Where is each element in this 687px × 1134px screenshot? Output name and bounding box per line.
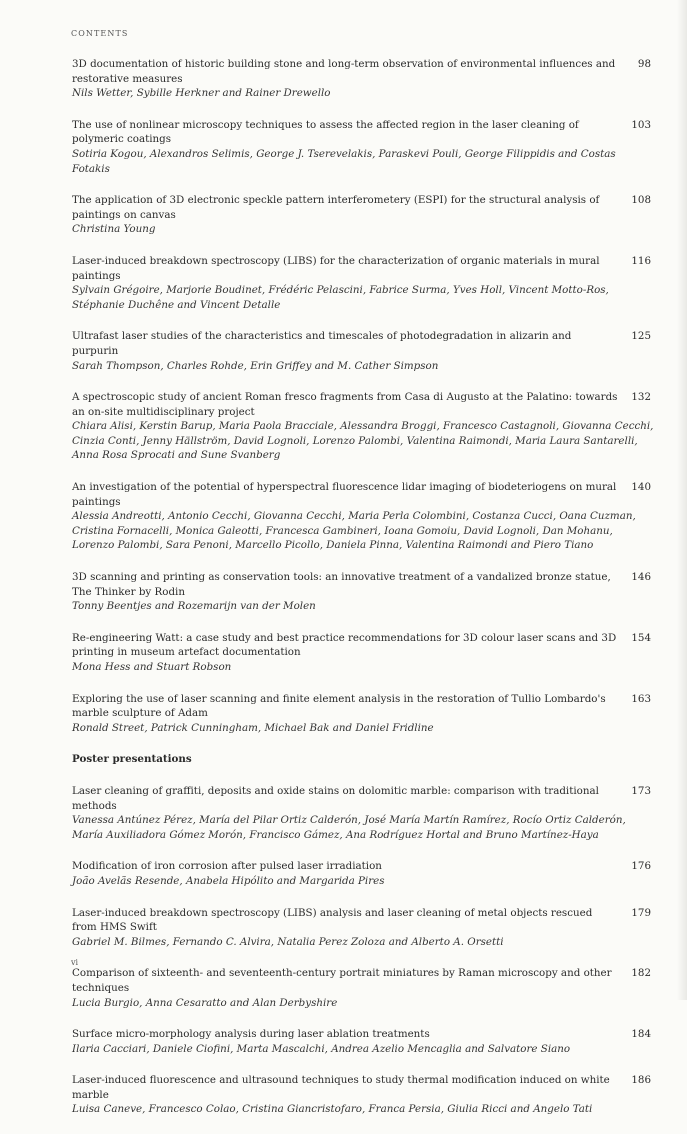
toc-entry-title: Laser-induced breakdown spectroscopy (LIBS) analysis and laser cleaning of metal objects rescued from HMS Swift xyxy=(72,906,593,934)
toc-entry-title: The use of nonlinear microscopy techniques to assess the affected region in the laser cleaning of polymeric coatings xyxy=(72,118,579,146)
toc-page-number: 125 xyxy=(631,330,651,343)
toc-entry[interactable] xyxy=(72,480,654,553)
toc-page-number: 176 xyxy=(631,860,651,873)
toc-entry-authors: Alessia Andreotti, Antonio Cecchi, Giovanna Cecchi, Maria Perla Colombini, Costanza Cucci, Oana Cuzman, Cristina Fornacelli, Monica Galeotti, Francesca Gambineri, Ioana Gomoiu, David Lognoli, Dan Mohanu, Lorenzo Palombi, Sara Penoni, Marcello Picollo, Daniela Pinna, Valentina Raimondi and Piero Tiano xyxy=(72,510,636,552)
toc-entry-authors: Lucia Burgio, Anna Cesaratto and Alan Derbyshire xyxy=(72,996,338,1009)
toc-entry[interactable] xyxy=(72,1073,654,1117)
toc-page-number: 146 xyxy=(631,571,651,584)
toc-entry-authors: Gabriel M. Bilmes, Fernando C. Alvira, Natalia Perez Zoloza and Alberto A. Orsetti xyxy=(72,935,504,948)
toc-entry-title: 3D documentation of historic building stone and long-term observation of environmental influences and restorative measures xyxy=(72,58,616,85)
toc-entry[interactable] xyxy=(72,57,654,101)
toc-entry-title: An investigation of the potential of hyperspectral fluorescence lidar imaging of biodeteriogens on mural paintings xyxy=(72,481,617,508)
section-heading-posters: Poster presentations xyxy=(72,753,192,766)
toc-entry-authors: Vanessa Antúnez Pérez, María del Pilar Ortiz Calderón, José María Martín Ramírez, Rocío Ortiz Calderón, María Auxiliadora Gómez Morón, Francisco Gámez, Ana Rodríguez Hortal and Bruno Martínez-Haya xyxy=(72,814,626,841)
toc-page-number: 184 xyxy=(631,1028,651,1041)
poster-entries xyxy=(72,784,654,1117)
toc-page-number: 173 xyxy=(631,784,651,797)
toc-entry-authors: Ronald Street, Patrick Cunningham, Michael Bak and Daniel Fridline xyxy=(72,721,434,734)
toc-entry[interactable] xyxy=(72,859,654,888)
toc-entry-title: Comparison of sixteenth- and seventeenth-century portrait miniatures by Raman microscopy and other techniques xyxy=(72,967,612,994)
toc-entry[interactable] xyxy=(72,631,654,675)
toc-entry-authors: João Avelãs Resende, Anabela Hipólito and Margarida Pires xyxy=(72,874,385,887)
toc-entry[interactable] xyxy=(72,570,654,614)
toc-entry-authors: Chiara Alisi, Kerstin Barup, Maria Paola Bracciale, Alessandra Broggi, Francesco Castagnoli, Giovanna Cecchi, Cinzia Conti, Jenny Hällström, David Lognoli, Lorenzo Palombi, Valentina Raimondi, Maria Laura Santarelli, Anna Rosa Sprocati and Sune Svanberg xyxy=(72,420,654,462)
toc-entry-authors: Sarah Thompson, Charles Rohde, Erin Griffey and M. Cather Simpson xyxy=(72,359,439,372)
toc-entry[interactable] xyxy=(72,329,654,373)
toc-page-number: 140 xyxy=(631,481,651,494)
toc-entry[interactable] xyxy=(72,118,654,176)
toc-page-number: 163 xyxy=(631,692,651,705)
toc-entry[interactable] xyxy=(72,966,654,1010)
toc-entry[interactable] xyxy=(72,692,654,736)
toc-entry-title: Modification of iron corrosion after pulsed laser irradiation xyxy=(72,860,382,873)
toc-page-number: 116 xyxy=(631,254,651,267)
toc-entry-authors: Tonny Beentjes and Rozemarijn van der Molen xyxy=(72,600,316,613)
toc-page-number: 103 xyxy=(631,118,651,131)
table-of-contents xyxy=(72,57,654,1134)
toc-entry-authors: Nils Wetter, Sybille Herkner and Rainer Drewello xyxy=(72,87,331,100)
page-edge-shadow xyxy=(677,0,687,1000)
toc-entry-title: Ultrafast laser studies of the characteristics and timescales of photodegradation in alizarin and purpurin xyxy=(72,330,572,357)
toc-entry-authors: Sylvain Grégoire, Marjorie Boudinet, Frédéric Pelascini, Fabrice Surma, Yves Holl, Vincent Motto-Ros, Stéphanie Duchêne and Vincent Detalle xyxy=(72,284,609,311)
toc-page-number: 154 xyxy=(631,631,651,644)
toc-entry[interactable] xyxy=(72,906,654,950)
toc-entry[interactable] xyxy=(72,1027,654,1056)
toc-page-number: 186 xyxy=(631,1074,651,1087)
toc-entry-title: 3D scanning and printing as conservation tools: an innovative treatment of a vandalized bronze statue, The Thinker by Rodin xyxy=(72,571,611,598)
toc-entry[interactable] xyxy=(72,784,654,842)
page-folio: vi xyxy=(71,958,79,967)
main-entries xyxy=(72,57,654,735)
toc-entry-authors: Christina Young xyxy=(72,223,156,236)
toc-entry-title: Laser cleaning of graffiti, deposits and oxide stains on dolomitic marble: comparison with traditional methods xyxy=(72,784,599,812)
toc-page-number: 182 xyxy=(631,967,651,980)
toc-entry[interactable] xyxy=(72,390,654,463)
toc-page-number: 108 xyxy=(631,194,651,207)
toc-entry-title: Re-engineering Watt: a case study and best practice recommendations for 3D colour laser scans and 3D printing in museum artefact documentation xyxy=(72,631,617,659)
toc-page-number: 98 xyxy=(637,58,651,70)
toc-entry-title: Laser-induced fluorescence and ultrasound techniques to study thermal modification induced on white marble xyxy=(72,1074,610,1101)
running-head: CONTENTS xyxy=(71,29,129,38)
toc-entry[interactable] xyxy=(72,193,654,237)
toc-entry-authors: Ilaria Cacciari, Daniele Ciofini, Marta Mascalchi, Andrea Azelio Mencaglia and Salvatore Siano xyxy=(72,1042,571,1055)
toc-entry-title: The application of 3D electronic speckle pattern interferometery (ESPI) for the structural analysis of paintings on canvas xyxy=(72,194,600,221)
toc-entry-authors: Mona Hess and Stuart Robson xyxy=(72,661,232,673)
toc-entry-authors: Luisa Caneve, Francesco Colao, Cristina Giancristofaro, Franca Persia, Giulia Ricci and Angelo Tati xyxy=(72,1103,593,1116)
toc-entry-authors: Sotiria Kogou, Alexandros Selimis, George J. Tserevelakis, Paraskevi Pouli, George Filippidis and Costas Fotakis xyxy=(72,147,616,175)
toc-entry-title: Laser-induced breakdown spectroscopy (LIBS) for the characterization of organic materials in mural paintings xyxy=(72,254,600,282)
toc-page-number: 179 xyxy=(631,906,651,919)
toc-entry-title: A spectroscopic study of ancient Roman fresco fragments from Casa di Augusto at the Palatino: towards an on-site multidisciplinary project xyxy=(72,391,618,418)
toc-entry-title: Surface micro-morphology analysis during laser ablation treatments xyxy=(72,1028,430,1041)
toc-page-number: 132 xyxy=(631,391,651,404)
toc-entry-title: Exploring the use of laser scanning and finite element analysis in the restoration of Tullio Lombardo's marble sculpture of Adam xyxy=(72,692,606,720)
toc-entry[interactable] xyxy=(72,254,654,312)
